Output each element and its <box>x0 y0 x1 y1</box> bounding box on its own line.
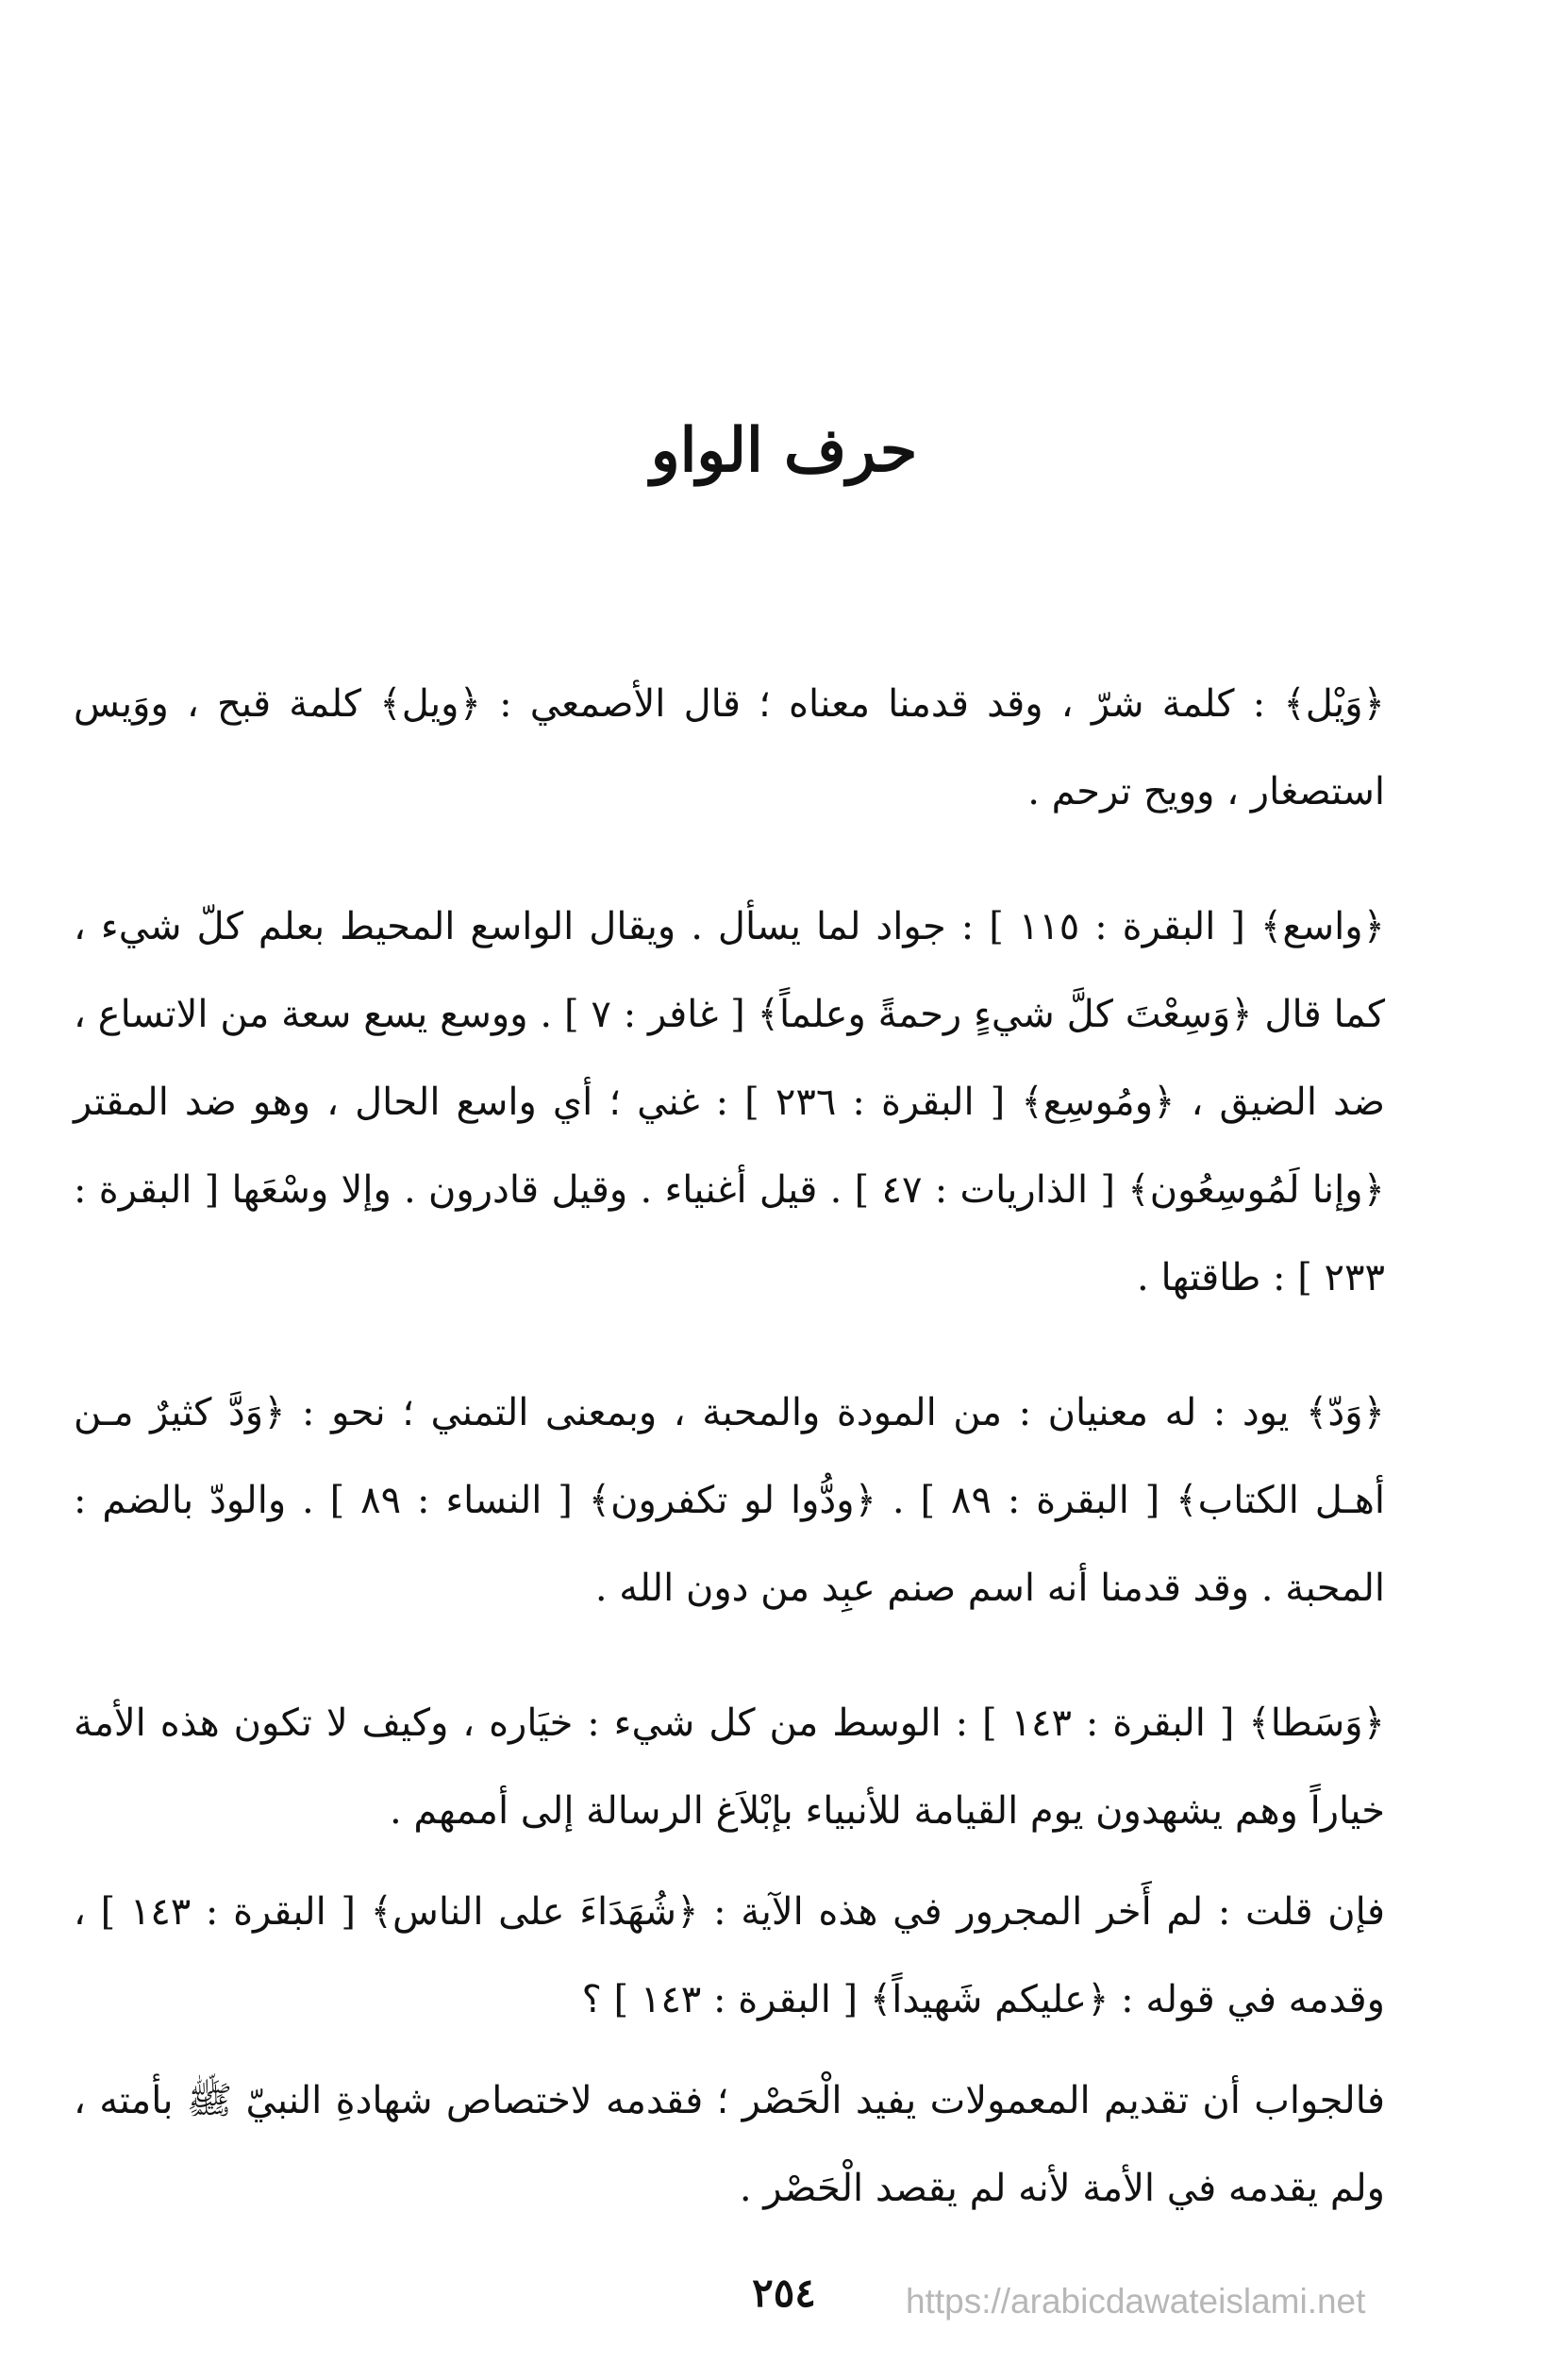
page-number: ٢٥٤ <box>752 2270 816 2316</box>
entry-answer: فالجواب أن تقديم المعمولات يفيد الْحَصْر ؛ فقدمه لاختصاص شهادةِ النبيّ ﷺ بأمته ، ولم يقدمه في الأمة لأنه لم يقصد الْحَصْر . <box>74 2079 1385 2210</box>
chapter-title: حرف الواو <box>650 415 918 486</box>
entry-wayl: ﴿وَيْل﴾ : كلمة شرّ ، وقد قدمنا معناه ؛ قال الأصمعي : ﴿ويل﴾ كلمة قبح ، ووَيس استصغار ، وويح ترحم . <box>74 682 1385 813</box>
entry-wadd: ﴿وَدّ﴾ يود : له معنيان : من المودة والمحبة ، وبمعنى التمني ؛ نحو : ﴿وَدَّ كثيرٌ مـن أهـل الكتاب﴾ [ البقرة : ٨٩ ] . ﴿ودُّوا لو تكفرون﴾ [ النساء : ٨٩ ] . والودّ بالضم : المحبة . وقد قدمنا أنه اسم صنم عبِد من دون الله . <box>74 1391 1386 1610</box>
entry-wasi: ﴿واسع﴾ [ البقرة : ١١٥ ] : جواد لما يسأل . ويقال الواسع المحيط بعلم كلّ شيء ، كما قال ﴿وَسِعْتَ كلَّ شيءٍ رحمةً وعلماً﴾ [ غافر : ٧ ] . ووسع يسع سعة من الاتساع ، ضد الضيق ، ﴿ومُوسِع﴾ [ البقرة : ٢٣٦ ] : غني ؛ أي واسع الحال ، وهو ضد المقتر ﴿وإنا لَمُوسِعُون﴾ [ الذاريات : ٤٧ ] . قيل أغنياء . وقيل قادرون . وإلا وسْعَها [ البقرة : ٢٣٣ ] : طاقتها . <box>74 905 1386 1299</box>
watermark-url: https://arabicdawateislami.net <box>906 2282 1366 2321</box>
entry-question: فإن قلت : لم أَخر المجرور في هذه الآية : ﴿شُهَدَاءَ على الناس﴾ [ البقرة : ١٤٣ ] ، وقدمه في قوله : ﴿عليكم شَهيداً﴾ [ البقرة : ١٤٣ ] ؟ <box>74 1890 1385 2021</box>
entry-wasat: ﴿وَسَطا﴾ [ البقرة : ١٤٣ ] : الوسط من كل شيء : خيَاره ، وكيف لا تكون هذه الأمة خياراً وهم يشهدون يوم القيامة للأنبياء بإبْلاَغ الرسالة إلى أممهم . <box>74 1701 1386 1833</box>
entries-body <box>74 661 1385 2233</box>
